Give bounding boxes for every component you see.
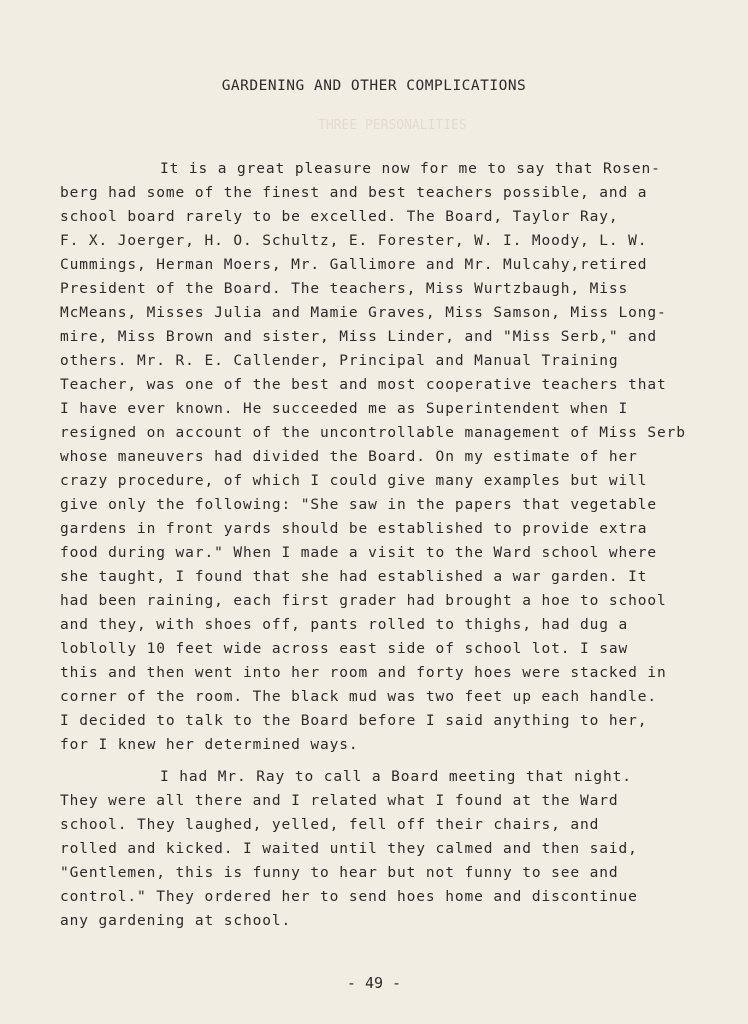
text-line: school board rarely to be excelled. The Board, Taylor Ray, [60, 209, 619, 225]
text-line: whose maneuvers had divided the Board. On my estimate of her [60, 449, 638, 465]
bleed-through-heading: THREE PERSONALITIES [318, 118, 467, 133]
text-line: Cummings, Herman Moers, Mr. Gallimore and Mr. Mulcahy,retired [60, 257, 648, 273]
text-line: this and then went into her room and forty hoes were stacked in [60, 665, 667, 681]
text-line: I decided to talk to the Board before I said anything to her, [60, 713, 648, 729]
text-line: rolled and kicked. I waited until they calmed and then said, [60, 841, 638, 857]
text-line: corner of the room. The black mud was two feet up each handle. [60, 689, 658, 705]
text-line: F. X. Joerger, H. O. Schultz, E. Forester, W. I. Moody, L. W. [60, 233, 648, 249]
text-line: Teacher, was one of the best and most cooperative teachers that [60, 377, 667, 393]
text-line: "Gentlemen, this is funny to hear but not funny to see and [60, 865, 619, 881]
text-line: It is a great pleasure now for me to say that Rosen- [160, 161, 661, 177]
text-line: food during war." When I made a visit to the Ward school where [60, 545, 658, 561]
text-line: They were all there and I related what I found at the Ward [60, 793, 619, 809]
text-line: I had Mr. Ray to call a Board meeting that night. [160, 769, 632, 785]
text-line: I have ever known. He succeeded me as Superintendent when I [60, 401, 629, 417]
text-line: control." They ordered her to send hoes home and discontinue [60, 889, 638, 905]
text-line: give only the following: "She saw in the papers that vegetable [60, 497, 658, 513]
text-line: others. Mr. R. E. Callender, Principal and Manual Training [60, 353, 619, 369]
text-line: had been raining, each first grader had brought a hoe to school [60, 593, 667, 609]
text-line: berg had some of the finest and best teachers possible, and a [60, 185, 648, 201]
text-line: McMeans, Misses Julia and Mamie Graves, Miss Samson, Miss Long- [60, 305, 667, 321]
text-line: loblolly 10 feet wide across east side of school lot. I saw [60, 641, 629, 657]
text-line: for I knew her determined ways. [60, 737, 359, 753]
text-line: and they, with shoes off, pants rolled to thighs, had dug a [60, 617, 629, 633]
page-number: - 49 - [346, 974, 402, 992]
text-line: gardens in front yards should be established to provide extra [60, 521, 648, 537]
text-line: crazy procedure, of which I could give many examples but will [60, 473, 648, 489]
text-line: resigned on account of the uncontrollable management of Miss Serb [60, 425, 686, 441]
text-line: any gardening at school. [60, 913, 292, 929]
text-line: mire, Miss Brown and sister, Miss Linder, and "Miss Serb," and [60, 329, 658, 345]
page-title: GARDENING AND OTHER COMPLICATIONS [221, 78, 527, 94]
text-line: President of the Board. The teachers, Miss Wurtzbaugh, Miss [60, 281, 629, 297]
text-line: she taught, I found that she had established a war garden. It [60, 569, 648, 585]
text-line: school. They laughed, yelled, fell off their chairs, and [60, 817, 600, 833]
